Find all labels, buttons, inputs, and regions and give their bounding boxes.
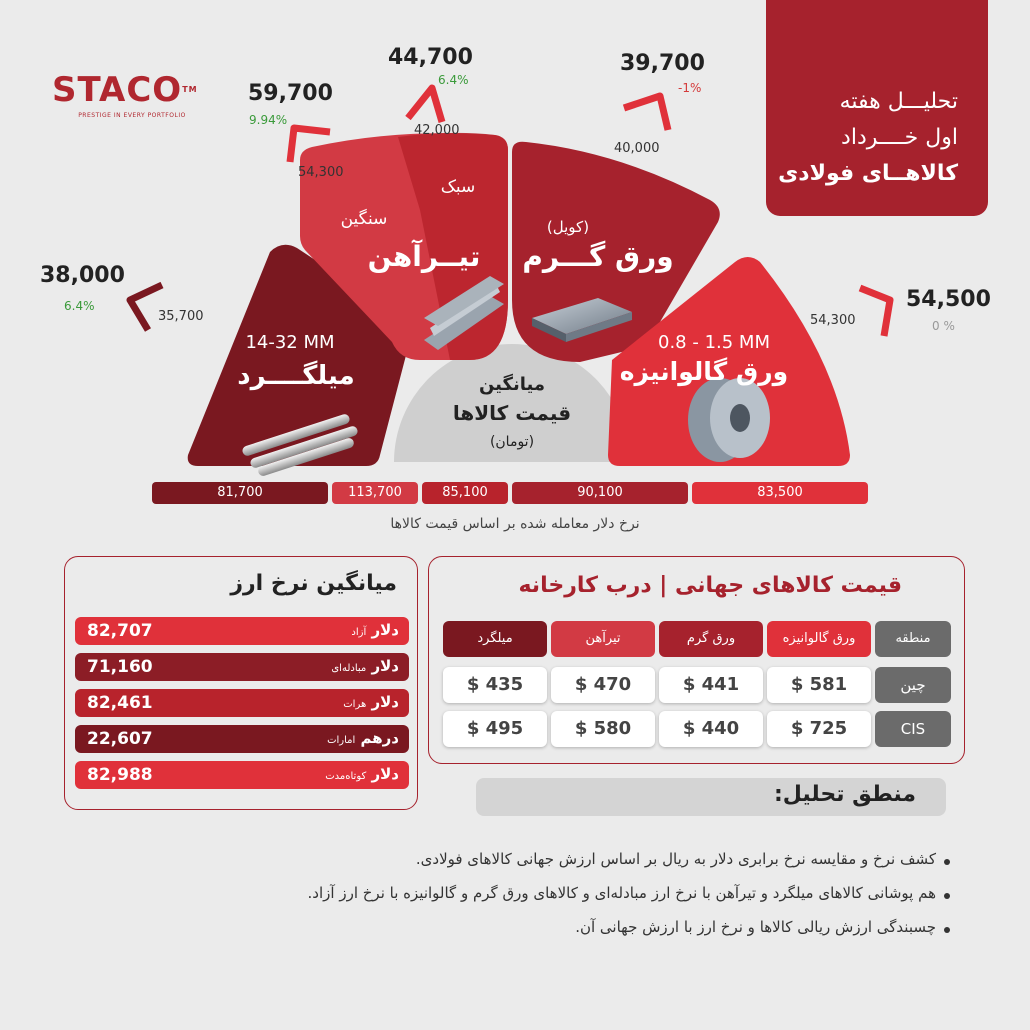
currency-name: دلار [371, 765, 399, 783]
hot-sheet-arrow-icon [624, 96, 668, 130]
currency-sub: مبادله‌ای [331, 663, 367, 674]
region-cis: CIS [875, 711, 951, 747]
currency-sub: هرات [343, 699, 367, 710]
analysis-bullet: هم پوشانی کالاهای میلگرد و تیرآهن با نرخ ارز مبادله‌ای و کالاهای ورق گرم و گالوانیزه با نرخ ارز آزاد. [80, 884, 950, 902]
header-beam: تیرآهن [551, 621, 655, 657]
rebar-prev: 35,700 [158, 309, 204, 324]
currency-name: دلار [371, 657, 399, 675]
logo-text: STACO [52, 70, 183, 110]
currency-label [327, 729, 399, 747]
currency-sub: آزاد [351, 627, 367, 638]
currency-value: 71,160 [87, 657, 153, 677]
galvanized-prev: 54,300 [810, 313, 856, 328]
header-galvanized: ورق گالوانیزه [767, 621, 871, 657]
center-line-1: میانگین [478, 374, 546, 395]
beam-heavy-prev: 54,300 [298, 165, 344, 180]
header-rebar: میلگرد [443, 621, 547, 657]
currency-row [75, 725, 409, 753]
currency-name: دلار [371, 693, 399, 711]
beam-light-arrow-icon [408, 88, 442, 122]
header-hot-sheet: ورق گرم [659, 621, 763, 657]
rebar-dollar-rate: 81,700 [152, 482, 328, 504]
analysis-header [476, 778, 946, 816]
beam-heavy-dollar-rate: 113,700 [332, 482, 418, 504]
analysis-bullet: چسبندگی ارزش ریالی کالاها و نرخ ارز با ارزش جهانی آن. [80, 918, 950, 936]
logo-tm: TM [182, 85, 198, 94]
hot-sheet-price: 39,700 [620, 51, 705, 76]
currency-name: درهم [360, 729, 399, 747]
analysis-bullet: کشف نرخ و مقایسه نرخ برابری دلار به ریال بر اساس ارزش جهانی کالاهای فولادی. [80, 850, 950, 868]
title-line-1: تحلیـــل هفته [839, 89, 958, 114]
currency-name: دلار [371, 621, 399, 639]
hot-sheet-change: -1% [678, 81, 702, 95]
beam-light-change: 6.4% [438, 73, 469, 87]
price-cell: $ 435 [443, 667, 547, 703]
currency-label [331, 657, 399, 675]
currency-label [351, 621, 399, 639]
hot-sheet-sub: (کویل) [546, 218, 590, 236]
beam-heavy-price: 59,700 [248, 81, 333, 106]
currency-row [75, 761, 409, 789]
galvanized-dollar-rate: 83,500 [692, 482, 868, 504]
currency-row [75, 689, 409, 717]
header-region: منطقه [875, 621, 951, 657]
galvanized-name: ورق گالوانیزه [619, 357, 789, 386]
currency-sub: امارات [327, 735, 356, 746]
price-cell: $ 580 [551, 711, 655, 747]
beam-light-sub: سبک [440, 177, 476, 197]
analysis-title: منطق تحلیل: [773, 782, 916, 807]
rebar-spec: 14-32 MM [245, 332, 335, 353]
galvanized-spec: 0.8 - 1.5 MM [658, 332, 770, 353]
hot-sheet-dollar-rate: 90,100 [512, 482, 688, 504]
commodity-panel [428, 556, 965, 764]
currency-row [75, 653, 409, 681]
galvanized-price: 54,500 [906, 287, 991, 312]
logo-tagline: PRESTIGE IN EVERY PORTFOLIO [78, 112, 186, 119]
center-line-2: قیمت کالاها [452, 401, 572, 425]
price-cell: $ 725 [767, 711, 871, 747]
hot-sheet-prev: 40,000 [614, 141, 660, 156]
region-china: چین [875, 667, 951, 703]
beam-name: تیــرآهن [367, 240, 481, 273]
currency-value: 22,607 [87, 729, 153, 749]
currency-row [75, 617, 409, 645]
beam-heavy-sub: سنگین [340, 209, 388, 229]
analysis-bullets [80, 850, 950, 952]
galvanized-change: 0 % [932, 319, 955, 333]
beam-light-dollar-rate: 85,100 [422, 482, 508, 504]
currency-panel [64, 556, 418, 810]
currency-label [343, 693, 399, 711]
title-line-2: اول خــــرداد [841, 125, 958, 150]
price-cell: $ 470 [551, 667, 655, 703]
price-cell: $ 441 [659, 667, 763, 703]
coil-icon [688, 378, 770, 462]
beam-light-price: 44,700 [388, 45, 473, 70]
rebar-price: 38,000 [40, 263, 125, 288]
dollar-caption: نرخ دلار معامله شده بر اساس قیمت کالاها [390, 516, 640, 532]
title-line-3: کالاهــای فولادی [778, 161, 958, 186]
currency-title: میانگین نرخ ارز [230, 571, 397, 596]
hot-sheet-name: ورق گـــرم [522, 240, 674, 273]
galvanized-arrow-icon [860, 288, 890, 336]
currency-label [325, 765, 399, 783]
center-line-3: (تومان) [489, 434, 535, 450]
price-cell: $ 581 [767, 667, 871, 703]
price-cell: $ 440 [659, 711, 763, 747]
currency-value: 82,707 [87, 621, 153, 641]
commodity-title: قیمت کالاهای جهانی | درب کارخانه [518, 573, 902, 598]
currency-sub: کوتاه‌مدت [325, 771, 367, 782]
beam-heavy-change: 9.94% [249, 113, 288, 127]
rebar-name: میلگــــرد [237, 361, 355, 391]
currency-value: 82,461 [87, 693, 153, 713]
beam-light-prev: 42,000 [414, 123, 460, 138]
price-cell: $ 495 [443, 711, 547, 747]
rebar-change: 6.4% [64, 299, 95, 313]
currency-value: 82,988 [87, 765, 153, 785]
